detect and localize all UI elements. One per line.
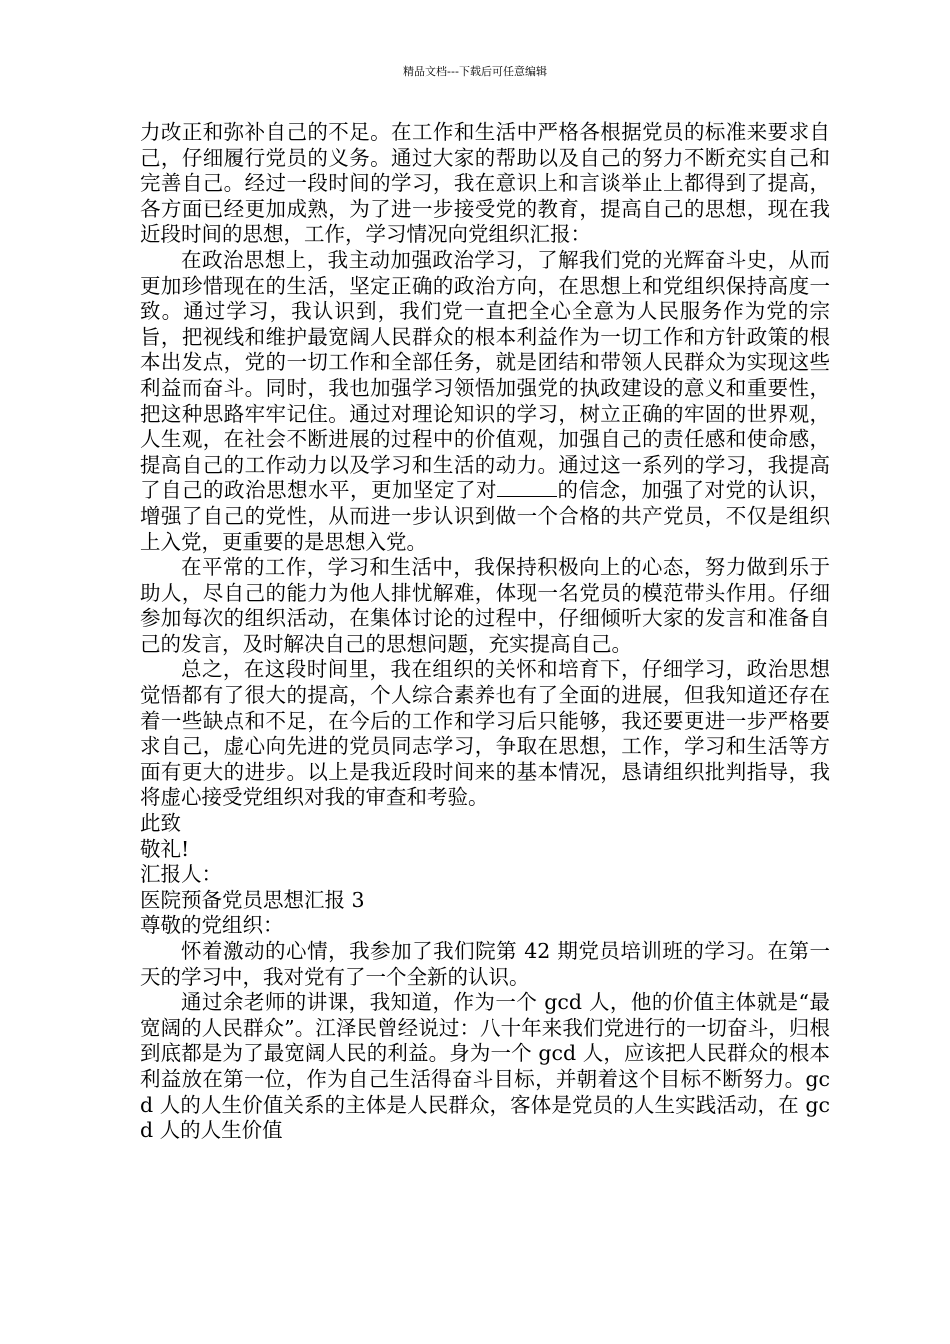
- section-title: 医院预备党员思想汇报 3: [140, 887, 365, 912]
- paragraph-2-text-b: 的信念，加强了对党的认识，增强了自己的党性，从而进一步认识到做一个合格的共产党员，不仅是组织上入党，更重要的是思想入党。: [140, 478, 830, 554]
- paragraph-2: [140, 248, 830, 555]
- closing-regards: 此致: [140, 811, 181, 836]
- closing-salute: 敬礼!: [140, 836, 190, 861]
- salutation: 尊敬的党组织：: [140, 913, 284, 938]
- paragraph-4: 总之，在这段时间里，我在组织的关怀和培育下，仔细学习，政治思想觉悟都有了很大的提高，个人综合素养也有了全面的进展，但我知道还存在着一些缺点和不足，在今后的工作和学习后只能够，我还要更进一步严格要求自己，虚心向先进的党员同志学习，争取在思想，工作，学习和生活等方面有更大的进步。以上是我近段时间来的基本情况，恳请组织批判指导，我将虚心接受党组织对我的审查和考验。: [140, 657, 830, 810]
- reporter-label: 汇报人：: [140, 862, 222, 887]
- blank-underline: [497, 480, 557, 497]
- document-body: [140, 120, 830, 1144]
- paragraph-3: 在平常的工作，学习和生活中，我保持积极向上的心态，努力做到乐于助人，尽自己的能力为他人排忧解难，体现一名党员的模范带头作用。仔细参加每次的组织活动，在集体讨论的过程中，仔细倾听大家的发言和准备自己的发言，及时解决自己的思想问题，充实提高自己。: [140, 555, 830, 656]
- paragraph-5: 怀着激动的心情，我参加了我们院第 42 期党员培训班的学习。在第一天的学习中，我对党有了一个全新的认识。: [140, 939, 830, 989]
- paragraph-6: 通过余老师的讲课，我知道，作为一个 gcd 人，他的价值主体就是“最宽阔的人民群众”。江泽民曾经说过：八十年来我们党进行的一切奋斗，归根到底都是为了最宽阔人民的利益。身为一个 gcd 人，应该把人民群众的根本利益放在第一位，作为自己生活得奋斗目标，并朝着这个目标不断努力。gcd 人的人生价值关系的主体是人民群众，客体是党员的人生实践活动，在 gcd 人的人生价值: [140, 990, 830, 1143]
- paragraph-2-text-a: 在政治思想上，我主动加强政治学习，了解我们党的光辉奋斗史，从而更加珍惜现在的生活，坚定正确的政治方向，在思想上和党组织保持高度一致。通过学习，我认识到，我们党一直把全心全意为人民服务作为党的宗旨，把视线和维护最宽阔人民群众的根本利益作为一切工作和方针政策的根本出发点，党的一切工作和全部任务，就是团结和带领人民群众为实现这些利益而奋斗。同时，我也加强学习领悟加强党的执政建设的意义和重要性，把这种思路牢牢记住。通过对理论知识的学习，树立正确的牢固的世界观，人生观，在社会不断进展的过程中的价值观，加强自己的责任感和使命感，提高自己的工作动力以及学习和生活的动力。通过这一系列的学习，我提高了自己的政治思想水平，更加坚定了对: [140, 247, 830, 503]
- page-header: 精品文档---下载后可任意编辑: [403, 65, 547, 78]
- paragraph-1: 力改正和弥补自己的不足。在工作和生活中严格各根据党员的标准来要求自己，仔细履行党员的义务。通过大家的帮助以及自己的努力不断充实自己和完善自己。经过一段时间的学习，我在意识上和言谈举止上都得到了提高，各方面已经更加成熟，为了进一步接受党的教育，提高自己的思想，现在我近段时间的思想，工作，学习情况向党组织汇报：: [140, 120, 830, 247]
